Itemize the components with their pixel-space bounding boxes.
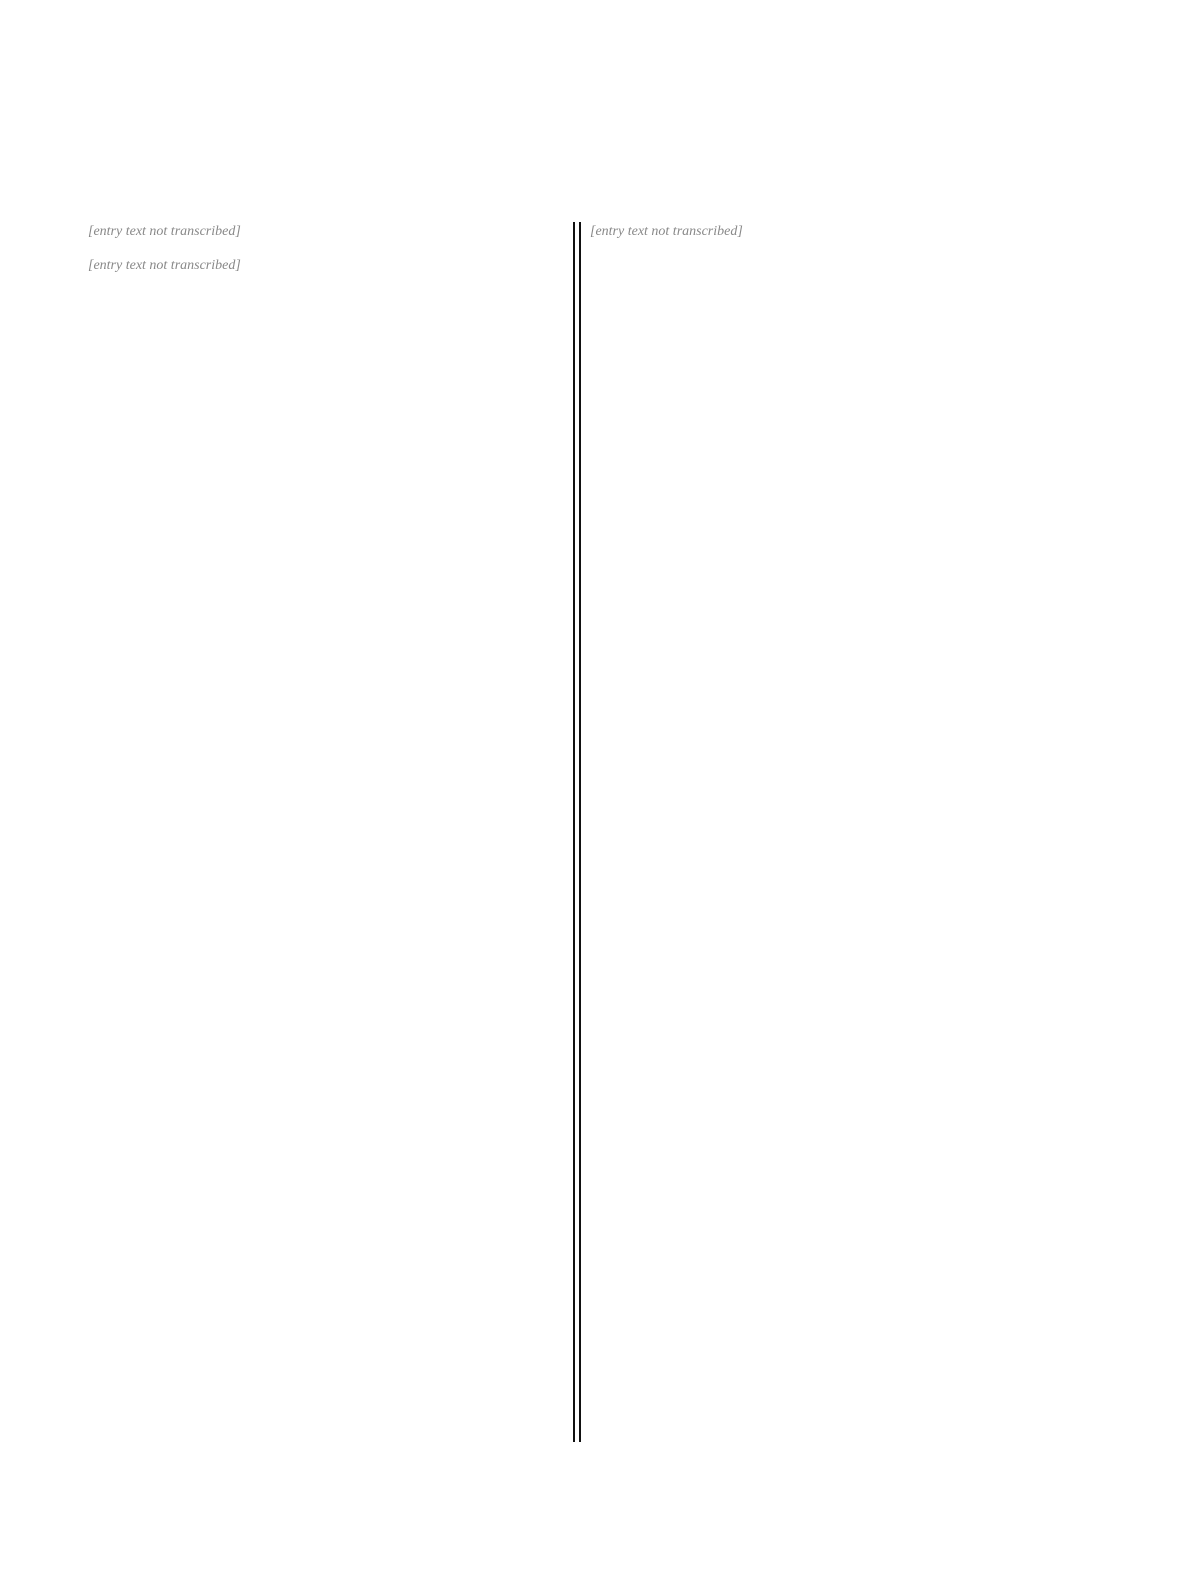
column-divider <box>573 222 581 1442</box>
entry-placeholder-note: [entry text not transcribed] <box>88 224 241 239</box>
left-column <box>88 222 568 1438</box>
right-column <box>590 222 1076 1438</box>
running-head <box>92 136 1099 176</box>
entry-placeholder-note: [entry text not transcribed] <box>88 258 241 273</box>
entry-placeholder-note: [entry text not transcribed] <box>590 224 743 239</box>
